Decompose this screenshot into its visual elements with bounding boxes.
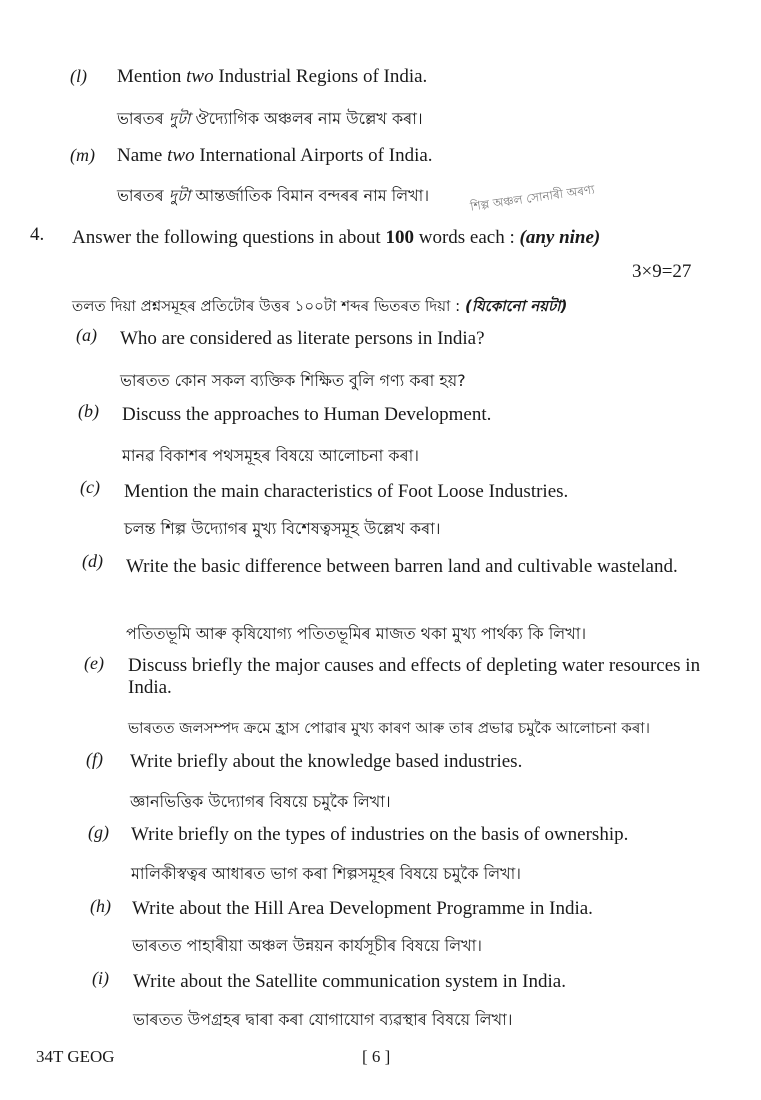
question-label: (g) (88, 822, 109, 842)
question-text-en: Write about the Satellite communication system in India. (133, 971, 566, 992)
question-label: (b) (78, 401, 99, 421)
question-text-bn: ভাৰতত উপগ্ৰহৰ দ্বাৰা কৰা যোগাযোগ ব্যৱস্থাৰ বিষয়ে লিখা। (133, 1010, 513, 1029)
question-text-bn: ভাৰতৰ দুটা আন্তৰ্জাতিক বিমান বন্দৰৰ নাম লিখা। (117, 186, 430, 205)
question-text-bn: ভাৰতত জলসম্পদ ক্ৰমে হ্ৰাস পোৱাৰ মুখ্য কাৰণ আৰু তাৰ প্ৰভাৱ চমুকৈ আলোচনা কৰা। (128, 719, 650, 737)
question-label: (e) (84, 653, 104, 673)
question-text-bn: ভাৰতত পাহাৰীয়া অঞ্চল উন্নয়ন কাৰ্যসূচীৰ বিষয়ে লিখা। (132, 936, 482, 955)
question-text-bn: মানৱ বিকাশৰ পথসমূহৰ বিষয়ে আলোচনা কৰা। (122, 446, 419, 465)
question-label: (a) (76, 325, 97, 345)
question-text-bn: ভাৰতত কোন সকল ব্যক্তিক শিক্ষিত বুলি গণ্য কৰা হয়? (120, 371, 466, 390)
question-text-en: Write briefly on the types of industries on the basis of ownership. (131, 824, 629, 845)
question-label: (f) (86, 749, 103, 769)
question-label: (c) (80, 477, 100, 497)
page-number: [ 6 ] (362, 1047, 391, 1066)
question-4-prompt: Answer the following questions in about 100 words each : (any nine) (72, 227, 601, 248)
question-text-bn: মালিকীস্বত্বৰ আধাৰত ভাগ কৰা শিল্পসমূহৰ বিষয়ে চমুকৈ লিখা। (131, 864, 521, 883)
question-text-en: Write briefly about the knowledge based industries. (130, 751, 523, 772)
question-text-en: Mention two Industrial Regions of India. (117, 66, 428, 87)
question-text-en: Write about the Hill Area Development Programme in India. (132, 898, 593, 919)
paper-code: 34T GEOG (36, 1047, 115, 1066)
question-label: (h) (90, 896, 111, 916)
question-label: (m) (70, 145, 95, 165)
question-text-bn: পতিতভূমি আৰু কৃষিযোগ্য পতিতভূমিৰ মাজত থকা মুখ্য পাৰ্থক্য কি লিখা। (126, 624, 587, 643)
question-text-en: Write the basic difference between barren land and cultivable wasteland. (126, 556, 678, 577)
question-text-en: Discuss briefly the major causes and effects of depleting water resources in India. (128, 655, 701, 698)
question-label: (i) (92, 968, 109, 988)
question-4-prompt-bn: তলত দিয়া প্ৰশ্নসমূহৰ প্ৰতিটোৰ উত্তৰ ১০০টা শব্দৰ ভিতৰত দিয়া : (যিকোনো নয়টা) (72, 297, 568, 315)
question-text-en: Who are considered as literate persons in India? (120, 328, 485, 349)
question-text-bn: ভাৰতৰ দুটা ঔদ্যোগিক অঞ্চলৰ নাম উল্লেখ কৰা। (117, 109, 423, 128)
question-label: (l) (70, 66, 87, 86)
question-label: (d) (82, 551, 103, 571)
question-text-bn: চলন্ত শিল্প উদ্যোগৰ মুখ্য বিশেষত্বসমূহ উল্লেখ কৰা। (124, 519, 441, 538)
question-text-en: Discuss the approaches to Human Development. (122, 404, 492, 425)
question-text-en: Mention the main characteristics of Foot Loose Industries. (124, 481, 569, 502)
handwritten-note: শিল্প অঞ্চল সোনাৰী অৰণ্য (469, 182, 596, 214)
question-text-bn: জ্ঞানভিত্তিক উদ্যোগৰ বিষয়ে চমুকৈ লিখা। (130, 792, 391, 811)
question-number: 4. (30, 224, 45, 245)
question-text-en: Name two International Airports of India. (117, 145, 433, 166)
marks-allocation: 3×9=27 (632, 261, 692, 282)
